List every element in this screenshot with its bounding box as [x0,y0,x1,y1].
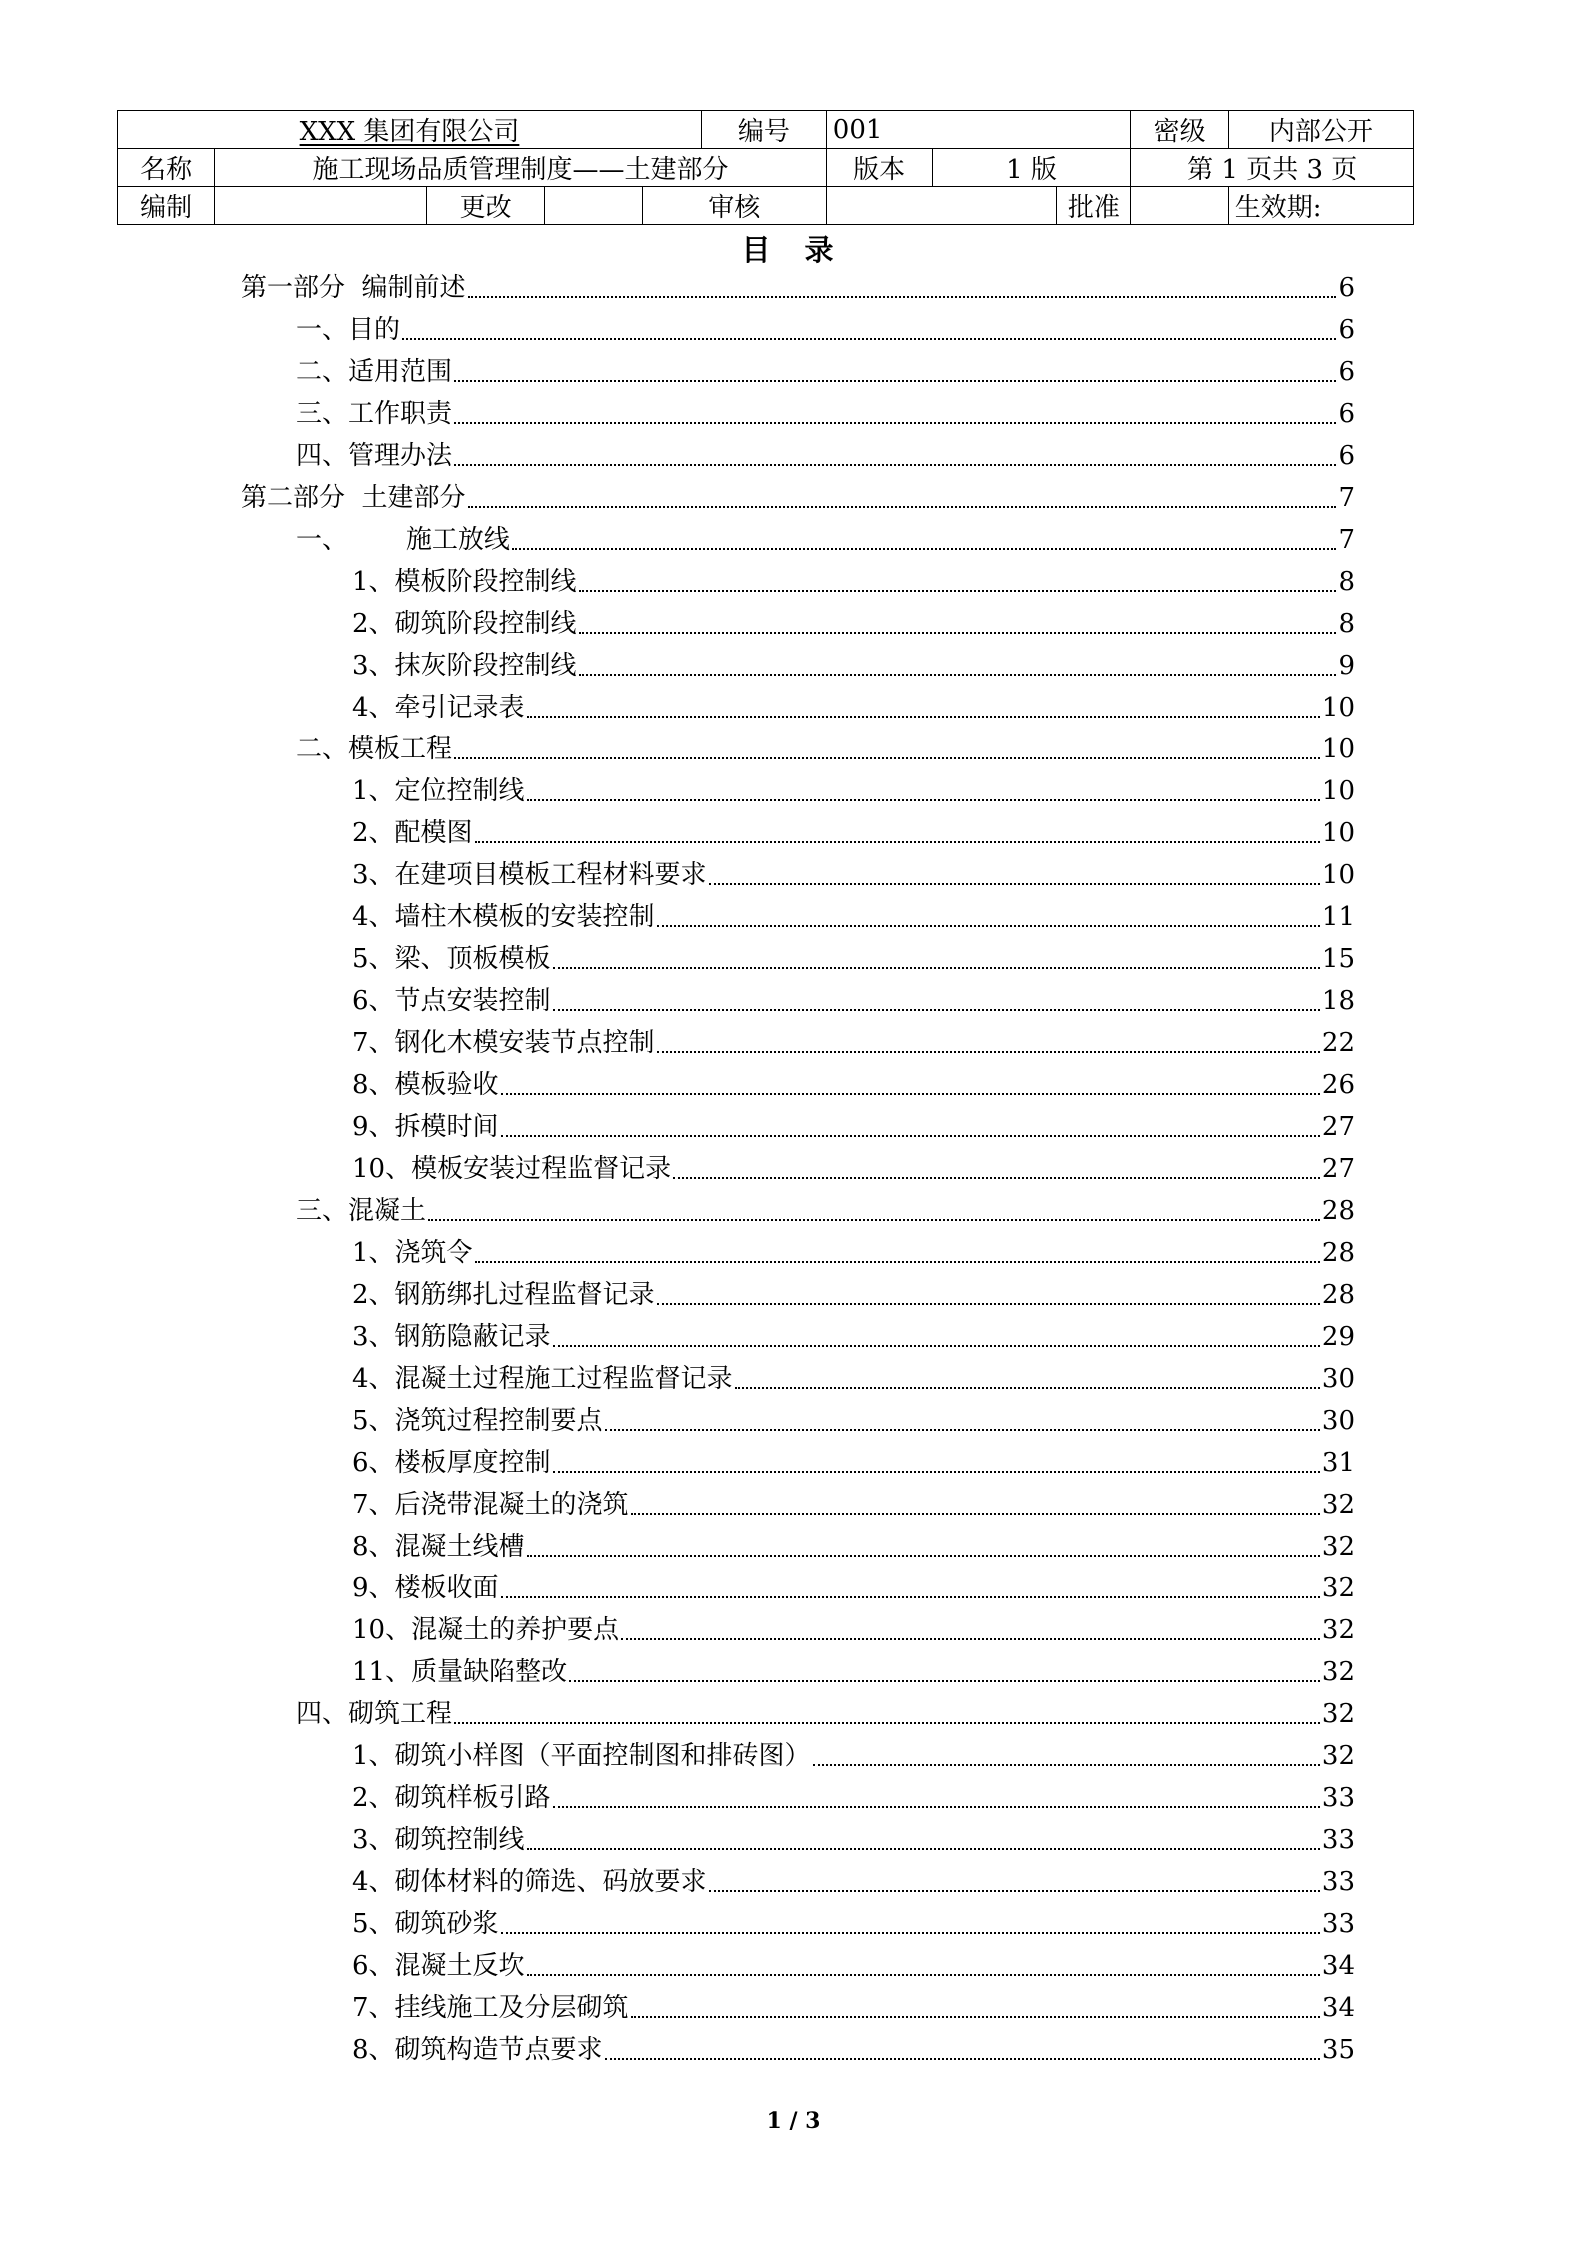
toc-entry-label: 8、混凝土线槽 [352,1531,525,1562]
toc-entry-page: 26 [1321,1070,1355,1101]
toc-dot-leader [428,1219,1320,1221]
toc-entry-page: 32 [1321,1741,1355,1772]
toc-entry[interactable] [352,1065,1355,1105]
toc-entry-page: 33 [1321,1909,1355,1940]
toc-entry[interactable] [352,939,1355,979]
toc-entry[interactable] [352,1443,1355,1483]
toc-entry-label: 5、砌筑砂浆 [352,1909,499,1940]
toc-entry-page: 32 [1321,1657,1355,1688]
toc-dot-leader [527,1848,1320,1850]
toc-dot-leader [569,1680,1320,1682]
toc-dot-leader [454,422,1336,424]
document-header-table [117,110,1414,225]
toc-dot-leader [501,1596,1320,1598]
toc-entry[interactable] [296,520,1355,560]
toc-entry-label: 2、钢筋绑扎过程监督记录 [352,1279,655,1310]
toc-dot-leader [657,1051,1320,1053]
toc-entry[interactable] [352,981,1355,1021]
toc-entry-label: 3、钢筋隐蔽记录 [352,1321,551,1352]
toc-entry-label: 7、钢化木模安装节点控制 [352,1028,655,1059]
toc-entry-page: 34 [1321,1992,1355,2023]
toc-entry[interactable] [352,1652,1355,1692]
toc-dot-leader [501,1093,1320,1095]
review-label: 审核 [642,187,826,225]
toc-entry[interactable] [352,1401,1355,1441]
toc-entry-label: 11、质量缺陷整改 [352,1657,568,1688]
review-value [826,187,1057,225]
toc-dot-leader [553,1345,1320,1347]
toc-entry-page: 30 [1321,1363,1355,1394]
toc-entry[interactable] [352,1988,1355,2028]
toc-entry[interactable] [352,1317,1355,1357]
doc-no-label: 编号 [701,111,826,149]
toc-entry-page: 11 [1321,902,1355,933]
toc-entry[interactable] [352,1736,1355,1776]
toc-entry[interactable] [241,478,1355,518]
toc-entry-label: 1、砌筑小样图（平面控制图和排砖图） [352,1741,811,1772]
toc-entry[interactable] [352,1862,1355,1902]
toc-entry-label: 2、砌筑样板引路 [352,1783,551,1814]
toc-entry-page: 6 [1338,356,1355,387]
toc-entry-label: 10、混凝土的养护要点 [352,1615,620,1646]
toc-entry-page: 28 [1321,1279,1355,1310]
toc-entry-page: 10 [1321,692,1355,723]
toc-dot-leader [735,1387,1320,1389]
toc-entry-page: 35 [1321,2034,1355,2065]
toc-entry-label: 1、模板阶段控制线 [352,566,577,597]
toc-entry[interactable] [352,813,1355,853]
toc-entry-label: 四、砌筑工程 [296,1699,453,1730]
toc-entry-page: 32 [1321,1615,1355,1646]
toc-dot-leader [657,925,1320,927]
toc-entry-label: 1、浇筑令 [352,1237,473,1268]
toc-entry-label: 3、砌筑控制线 [352,1825,525,1856]
toc-entry[interactable] [296,394,1355,434]
toc-dot-leader [501,1932,1320,1934]
security-label: 密级 [1131,111,1228,149]
toc-entry-label: 7、后浇带混凝土的浇筑 [352,1489,629,1520]
toc-dot-leader [605,1429,1320,1431]
toc-entry[interactable] [352,1023,1355,1063]
toc-dot-leader [673,1177,1320,1179]
toc-dot-leader [813,1764,1320,1766]
toc-entry-page: 28 [1321,1195,1355,1226]
toc-entry[interactable] [352,1820,1355,1860]
toc-entry-label: 5、浇筑过程控制要点 [352,1405,603,1436]
toc-entry-label: 第一部分 编制前述 [241,273,466,303]
toc-entry[interactable] [352,1946,1355,1986]
toc-entry[interactable] [352,1275,1355,1315]
toc-entry-page: 6 [1338,314,1355,345]
toc-entry-label: 8、模板验收 [352,1070,499,1101]
toc-entry[interactable] [352,1149,1355,1189]
toc-entry[interactable] [352,771,1355,811]
toc-entry-page: 10 [1321,818,1355,849]
security-value: 内部公开 [1228,111,1413,149]
toc-entry-page: 34 [1321,1951,1355,1981]
toc-dot-leader [501,1135,1320,1137]
toc-entry-page: 32 [1321,1531,1355,1562]
toc-entry[interactable] [296,1191,1355,1231]
toc-entry-page: 10 [1321,734,1355,765]
toc-entry[interactable] [352,2030,1355,2070]
toc-entry[interactable] [241,268,1355,308]
toc-entry-label: 二、适用范围 [296,356,453,387]
toc-entry[interactable] [352,688,1355,728]
toc-dot-leader [657,1303,1320,1305]
toc-entry-page: 33 [1321,1867,1355,1898]
toc-entry[interactable] [352,562,1355,602]
toc-entry-label: 四、管理办法 [296,440,453,471]
toc-dot-leader [527,1555,1320,1557]
toc-entry-label: 4、混凝土过程施工过程监督记录 [352,1363,733,1394]
toc-entry-page: 8 [1338,608,1355,639]
toc-entry-page: 32 [1321,1573,1355,1604]
toc-entry-label: 6、混凝土反坎 [352,1951,525,1981]
toc-entry[interactable] [352,646,1355,686]
doc-name-value: 施工现场品质管理制度——土建部分 [215,149,826,187]
toc-entry[interactable] [352,897,1355,937]
doc-no-value: 001 [826,111,1131,149]
toc-dot-leader [402,338,1336,340]
compile-label: 编制 [118,187,215,225]
toc-entry[interactable] [352,1233,1355,1273]
toc-dot-leader [631,2016,1320,2018]
toc-dot-leader [475,1261,1320,1263]
toc-dot-leader [468,506,1337,508]
toc-entry-page: 33 [1321,1825,1355,1856]
toc-entry-page: 22 [1321,1028,1355,1059]
toc-entry[interactable] [352,1778,1355,1818]
toc-entry[interactable] [296,436,1355,476]
toc-entry-page: 27 [1321,1112,1355,1142]
toc-entry-page: 9 [1338,650,1355,681]
toc-dot-leader [621,1638,1320,1640]
toc-entry-label: 4、牵引记录表 [352,692,525,723]
toc-dot-leader [579,674,1337,676]
toc-title: 目 录 [741,233,846,267]
toc-dot-leader [475,841,1320,843]
company-name: XXX 集团有限公司 [299,117,520,147]
toc-dot-leader [579,632,1337,634]
toc-entry[interactable] [352,604,1355,644]
toc-entry-page: 10 [1321,776,1355,807]
toc-dot-leader [468,296,1337,298]
toc-entry[interactable] [296,352,1355,392]
toc-entry-label: 三、工作职责 [296,398,453,429]
toc-entry-page: 18 [1321,986,1355,1017]
toc-dot-leader [553,967,1320,969]
toc-entry-label: 9、楼板收面 [352,1573,499,1604]
toc-entry[interactable] [352,1485,1355,1525]
toc-dot-leader [454,1722,1320,1724]
toc-entry-label: 2、配模图 [352,818,473,849]
toc-entry-page: 10 [1321,860,1355,891]
toc-entry-page: 33 [1321,1783,1355,1814]
toc-dot-leader [527,1974,1320,1976]
toc-dot-leader [512,548,1337,550]
page-info: 第 1 页共 3 页 [1131,149,1414,187]
toc-entry-page: 6 [1338,440,1355,471]
toc-entry-page: 7 [1338,524,1355,555]
toc-entry-label: 5、梁、顶板模板 [352,944,551,975]
toc-entry-label: 第二部分 土建部分 [241,482,466,513]
toc-entry-label: 8、砌筑构造节点要求 [352,2034,603,2065]
toc-entry[interactable] [352,855,1355,895]
company-cell [118,111,702,149]
toc-entry[interactable] [296,310,1355,350]
toc-entry-page: 29 [1321,1321,1355,1352]
toc-dot-leader [454,757,1320,759]
toc-dot-leader [631,1513,1320,1515]
toc-entry-page: 30 [1321,1405,1355,1436]
toc-entry-label: 10、模板安装过程监督记录 [352,1153,672,1184]
change-label: 更改 [426,187,544,225]
toc-dot-leader [454,464,1336,466]
toc-entry-label: 6、节点安装控制 [352,986,551,1017]
toc-entry[interactable] [352,1107,1355,1147]
page-number-footer: 1 / 3 [766,2108,821,2134]
toc-dot-leader [454,380,1336,382]
effective-date-label: 生效期: [1228,187,1413,225]
toc-entry-label: 一、目的 [296,314,401,345]
toc-dot-leader [709,883,1320,885]
toc-dot-leader [709,1890,1320,1892]
toc-entry-page: 32 [1321,1699,1355,1730]
compile-value [215,187,427,225]
approve-label: 批准 [1057,187,1131,225]
toc-entry-page: 6 [1338,273,1355,303]
toc-entry-label: 4、墙柱木模板的安装控制 [352,902,655,933]
toc-entry-page: 6 [1338,398,1355,429]
toc-entry-label: 3、抹灰阶段控制线 [352,650,577,681]
toc-entry[interactable] [296,729,1355,769]
toc-dot-leader [605,2058,1320,2060]
toc-entry-label: 1、定位控制线 [352,776,525,807]
toc-entry-label: 9、拆模时间 [352,1112,499,1142]
approve-value [1131,187,1228,225]
toc-entry[interactable] [352,1610,1355,1650]
toc-dot-leader [553,1471,1320,1473]
toc-entry-page: 7 [1338,482,1355,513]
toc-entry[interactable] [352,1568,1355,1608]
toc-entry-page: 32 [1321,1489,1355,1520]
toc-dot-leader [579,590,1337,592]
toc-entry-label: 3、在建项目模板工程材料要求 [352,860,707,891]
toc-entry-label: 一、 施工放线 [296,524,510,555]
toc-entry-page: 31 [1321,1447,1355,1478]
toc-dot-leader [527,799,1320,801]
toc-entry-label: 二、模板工程 [296,734,453,765]
version-label: 版本 [826,149,932,187]
name-label: 名称 [118,149,215,187]
toc-entry-page: 8 [1338,566,1355,597]
version-value: 1 版 [932,149,1131,187]
toc-entry-label: 2、砌筑阶段控制线 [352,608,577,639]
toc-dot-leader [553,1009,1320,1011]
toc-entry[interactable] [352,1527,1355,1567]
toc-entry-page: 28 [1321,1237,1355,1268]
toc-entry[interactable] [352,1359,1355,1399]
toc-entry-page: 15 [1321,944,1355,975]
toc-entry-page: 27 [1321,1153,1355,1184]
toc-dot-leader [553,1806,1320,1808]
toc-entry-label: 三、混凝土 [296,1195,427,1226]
toc-entry-label: 7、挂线施工及分层砌筑 [352,1992,629,2023]
toc-entry[interactable] [352,1904,1355,1944]
toc-dot-leader [527,716,1320,718]
change-value [545,187,642,225]
toc-entry-label: 4、砌体材料的筛选、码放要求 [352,1867,707,1898]
toc-entry-label: 6、楼板厚度控制 [352,1447,551,1478]
toc-entry[interactable] [296,1694,1355,1734]
